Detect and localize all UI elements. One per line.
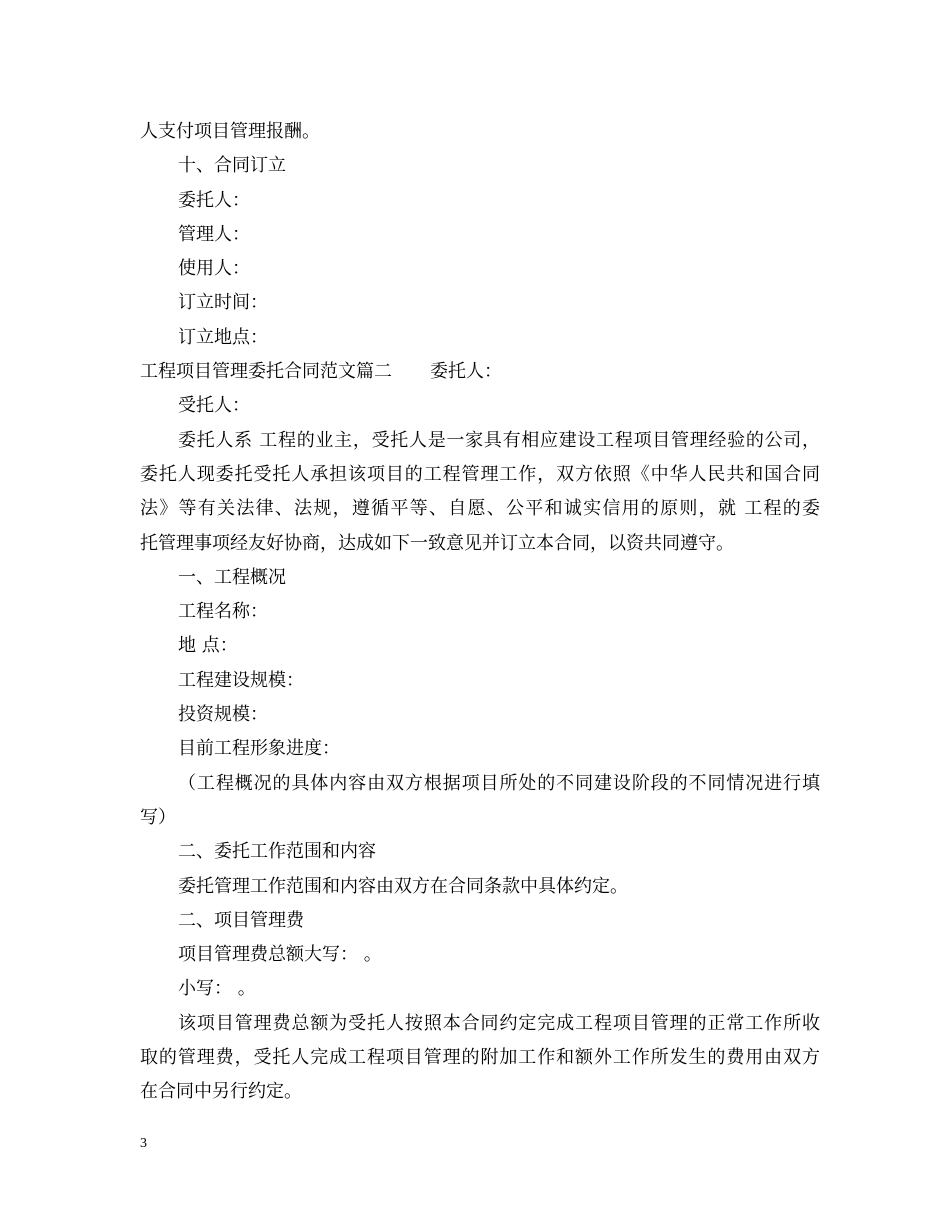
paragraph-line: 委托管理工作范围和内容由双方在合同条款中具体约定。 bbox=[178, 875, 628, 897]
paragraph-line: 写） bbox=[140, 806, 176, 828]
section-heading: 二、项目管理费 bbox=[178, 909, 304, 931]
party-field: 受托人： bbox=[178, 395, 250, 417]
title-line bbox=[140, 355, 820, 389]
paragraph-line: 委托人系 工程的业主，受托人是一家具有相应建设工程项目管理经验的公司， bbox=[178, 429, 820, 451]
form-field: 工程名称： bbox=[178, 601, 268, 623]
section-heading: 二、委托工作范围和内容 bbox=[178, 841, 376, 863]
section-heading: 十、合同订立 bbox=[178, 155, 286, 177]
form-field: 投资规模： bbox=[178, 704, 268, 726]
form-field: 地 点： bbox=[178, 635, 238, 657]
form-field: 工程建设规模： bbox=[178, 669, 304, 691]
form-field: 项目管理费总额大写： 。 bbox=[178, 944, 382, 966]
page-number: 3 bbox=[140, 1136, 147, 1151]
section-heading: 一、工程概况 bbox=[178, 566, 286, 588]
document-title: 工程项目管理委托合同范文篇二 bbox=[140, 361, 392, 383]
paragraph-line: 委托人现委托受托人承担该项目的工程管理工作，双方依照《中华人民共和国合同 bbox=[140, 463, 820, 485]
form-field: 小写： 。 bbox=[178, 978, 256, 1000]
signature-field: 委托人： bbox=[178, 189, 250, 211]
form-field: 目前工程形象进度： bbox=[178, 738, 340, 760]
paragraph-line: 该项目管理费总额为受托人按照本合同约定完成工程项目管理的正常工作所收 bbox=[178, 1012, 820, 1034]
signature-field: 订立时间： bbox=[178, 292, 268, 314]
paragraph-line: 托管理事项经友好协商，达成如下一致意见并订立本合同，以资共同遵守。 bbox=[140, 532, 734, 554]
paragraph-line: （工程概况的具体内容由双方根据项目所处的不同建设阶段的不同情况进行填 bbox=[178, 772, 820, 794]
party-field: 委托人： bbox=[430, 361, 502, 383]
paragraph-line: 取的管理费，受托人完成工程项目管理的附加工作和额外工作所发生的费用由双方 bbox=[140, 1047, 820, 1069]
signature-field: 订立地点： bbox=[178, 326, 268, 348]
paragraph-line: 法》等有关法律、法规，遵循平等、自愿、公平和诚实信用的原则，就 工程的委 bbox=[140, 498, 820, 520]
signature-field: 使用人： bbox=[178, 258, 250, 280]
paragraph-line: 在合同中另行约定。 bbox=[140, 1081, 302, 1103]
paragraph-line: 人支付项目管理报酬。 bbox=[140, 121, 320, 142]
document-body bbox=[140, 115, 820, 1110]
signature-field: 管理人： bbox=[178, 223, 250, 245]
